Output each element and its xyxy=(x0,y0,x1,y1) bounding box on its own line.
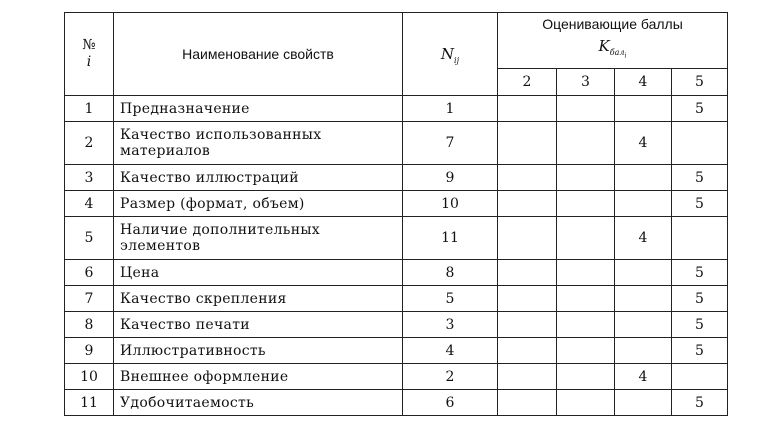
row-nij: 10 xyxy=(403,191,498,217)
table-row xyxy=(65,338,728,364)
row-score-4: 4 xyxy=(615,122,672,165)
row-score-3 xyxy=(557,364,615,390)
table-row xyxy=(65,96,728,122)
header-score-col-5: 5 xyxy=(672,69,728,96)
table-row xyxy=(65,390,728,416)
row-number: 4 xyxy=(65,191,114,217)
row-score-4 xyxy=(615,260,672,286)
header-score-group-label: Оценивающие баллы xyxy=(542,16,683,32)
row-number: 5 xyxy=(65,217,114,260)
row-score-3 xyxy=(557,286,615,312)
row-score-4 xyxy=(615,390,672,416)
header-nij-sub: ij xyxy=(454,56,460,65)
table-row xyxy=(65,312,728,338)
row-score-3 xyxy=(557,165,615,191)
table-header xyxy=(65,13,728,96)
row-score-5: 5 xyxy=(672,286,728,312)
row-property-name: Качество иллюстраций xyxy=(114,165,403,191)
header-number-label: № xyxy=(82,37,96,53)
row-score-5: 5 xyxy=(672,390,728,416)
row-property-name: Иллюстративность xyxy=(114,338,403,364)
row-number: 2 xyxy=(65,122,114,165)
table-row xyxy=(65,191,728,217)
row-score-4: 4 xyxy=(615,217,672,260)
row-score-3 xyxy=(557,260,615,286)
row-property-name: Предназначение xyxy=(114,96,403,122)
header-k-symbol xyxy=(498,37,727,60)
row-score-2 xyxy=(498,390,557,416)
row-property-name: Внешнее оформление xyxy=(114,364,403,390)
row-score-5: 5 xyxy=(672,96,728,122)
row-score-3 xyxy=(557,390,615,416)
header-k-sub xyxy=(609,48,627,60)
row-property-name: Качество использованных материалов xyxy=(114,122,403,165)
row-score-2 xyxy=(498,260,557,286)
row-property-name: Качество печати xyxy=(114,312,403,338)
row-nij: 6 xyxy=(403,390,498,416)
row-nij: 4 xyxy=(403,338,498,364)
properties-table-wrapper xyxy=(64,12,728,416)
row-score-5: 5 xyxy=(672,260,728,286)
row-nij: 8 xyxy=(403,260,498,286)
row-nij: 3 xyxy=(403,312,498,338)
table-row xyxy=(65,364,728,390)
row-number: 1 xyxy=(65,96,114,122)
row-score-3 xyxy=(557,217,615,260)
header-k-main: K xyxy=(598,37,610,55)
row-nij: 11 xyxy=(403,217,498,260)
row-property-name: Размер (формат, объем) xyxy=(114,191,403,217)
row-score-3 xyxy=(557,312,615,338)
properties-score-table xyxy=(64,12,728,416)
row-property-name: Цена xyxy=(114,260,403,286)
row-score-2 xyxy=(498,165,557,191)
table-row xyxy=(65,286,728,312)
row-score-3 xyxy=(557,96,615,122)
row-score-2 xyxy=(498,122,557,165)
header-score-group xyxy=(498,13,728,69)
row-number: 6 xyxy=(65,260,114,286)
table-row xyxy=(65,122,728,165)
row-score-2 xyxy=(498,217,557,260)
row-number: 11 xyxy=(65,390,114,416)
row-nij: 5 xyxy=(403,286,498,312)
row-nij: 9 xyxy=(403,165,498,191)
row-score-2 xyxy=(498,312,557,338)
header-nij-main: N xyxy=(440,45,455,63)
row-nij: 1 xyxy=(403,96,498,122)
header-k-sub-text: бал xyxy=(609,48,625,57)
header-score-col-4: 4 xyxy=(615,69,672,96)
row-score-4: 4 xyxy=(615,364,672,390)
row-property-name: Удобочитаемость xyxy=(114,390,403,416)
row-score-4 xyxy=(615,286,672,312)
row-score-5: 5 xyxy=(672,191,728,217)
header-score-col-2: 2 xyxy=(498,69,557,96)
row-number: 3 xyxy=(65,165,114,191)
header-property-name: Наименование свойств xyxy=(114,13,403,96)
row-number: 10 xyxy=(65,364,114,390)
table-body xyxy=(65,96,728,416)
table-row xyxy=(65,260,728,286)
table-row xyxy=(65,165,728,191)
row-score-2 xyxy=(498,191,557,217)
row-score-3 xyxy=(557,191,615,217)
row-score-5: 5 xyxy=(672,165,728,191)
row-score-5 xyxy=(672,217,728,260)
row-nij: 7 xyxy=(403,122,498,165)
row-score-4 xyxy=(615,165,672,191)
row-score-2 xyxy=(498,364,557,390)
row-number: 8 xyxy=(65,312,114,338)
row-score-2 xyxy=(498,338,557,364)
row-score-5 xyxy=(672,122,728,165)
row-nij: 2 xyxy=(403,364,498,390)
row-score-3 xyxy=(557,122,615,165)
row-score-2 xyxy=(498,96,557,122)
header-number xyxy=(65,13,114,96)
row-score-4 xyxy=(615,191,672,217)
header-nij xyxy=(403,13,498,96)
row-property-name: Качество скрепления xyxy=(114,286,403,312)
header-score-col-3: 3 xyxy=(557,69,615,96)
row-score-5: 5 xyxy=(672,312,728,338)
row-score-4 xyxy=(615,96,672,122)
row-score-4 xyxy=(615,312,672,338)
header-number-sub: i xyxy=(86,54,92,70)
row-number: 9 xyxy=(65,338,114,364)
header-k-sub2: i xyxy=(624,52,627,60)
row-score-3 xyxy=(557,338,615,364)
table-row xyxy=(65,217,728,260)
row-score-4 xyxy=(615,338,672,364)
row-score-5: 5 xyxy=(672,338,728,364)
row-property-name: Наличие дополнительных элементов xyxy=(114,217,403,260)
row-score-5 xyxy=(672,364,728,390)
row-number: 7 xyxy=(65,286,114,312)
row-score-2 xyxy=(498,286,557,312)
